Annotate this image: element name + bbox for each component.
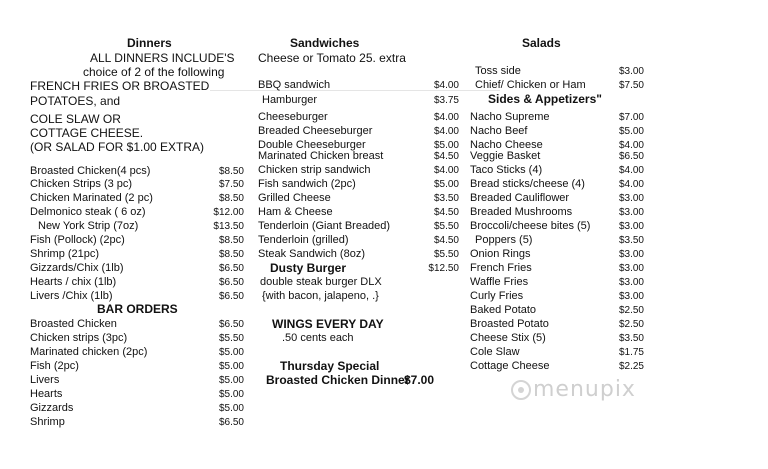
menu-item-price: $5.00	[433, 140, 459, 151]
menu-item-price: $3.00	[618, 277, 644, 288]
menupix-logo-icon	[510, 379, 532, 401]
menu-item-price: $3.00	[618, 193, 644, 204]
menu-item-price: $3.50	[433, 193, 459, 204]
menu-item-name: Tenderloin (Giant Breaded)	[258, 220, 391, 232]
menu-item-name: Cheese Stix (5)	[470, 332, 546, 344]
menu-item-name: Shrimp (21pc)	[30, 248, 100, 260]
menupix-watermark: menupix	[533, 377, 636, 402]
menu-item-price: $5.00	[618, 126, 644, 137]
menu-item-name: Hamburger	[262, 94, 318, 106]
menu-item-price: $8.50	[218, 193, 244, 204]
menu-item-name: Chicken strip sandwich	[258, 164, 371, 176]
menu-item-name: Cottage Cheese	[470, 360, 550, 372]
menu-item-price: $6.50	[218, 263, 244, 274]
menu-item-name: Cole Slaw	[470, 346, 520, 358]
menu-item-name: Poppers (5)	[475, 234, 533, 246]
menu-item-price: $3.00	[618, 263, 644, 274]
menu-item-name: Grilled Cheese	[258, 192, 331, 204]
menu-item-price: $3.00	[618, 221, 644, 232]
menu-item-name: Baked Potato	[470, 304, 537, 316]
menu-item-price: $3.00	[618, 249, 644, 260]
menu-item-name: Delmonico steak ( 6 oz)	[30, 206, 146, 218]
menu-item-name: Fish (Pollock) (2pc)	[30, 234, 125, 246]
dinners-intro-line: (OR SALAD FOR $1.00 EXTRA)	[30, 140, 205, 154]
dinners-intro-line: choice of 2 of the following	[83, 65, 225, 79]
menu-item-price: $4.00	[433, 126, 459, 137]
menu-item-price: $6.50	[218, 319, 244, 330]
menu-item-price: $5.00	[218, 389, 244, 400]
menu-item-name: Chicken strips (3pc)	[30, 332, 128, 344]
sandwiches-title: Sandwiches	[290, 36, 360, 50]
menu-item-name: Fish sandwich (2pc)	[258, 178, 356, 190]
menu-item-name: Broasted Potato	[470, 318, 549, 330]
menu-item-name: Veggie Basket	[470, 150, 541, 162]
menu-item-name: Livers /Chix (1lb)	[30, 290, 113, 302]
menu-item-price: $5.50	[433, 221, 459, 232]
menu-item-name: Shrimp	[30, 416, 65, 428]
menu-item-price: $4.00	[433, 80, 459, 91]
menu-item-price: $6.50	[218, 277, 244, 288]
menu-item-price: $7.50	[218, 179, 244, 190]
dusty-burger-title: Dusty Burger	[270, 261, 347, 275]
menu-item-name: Broasted Chicken(4 pcs)	[30, 165, 151, 177]
menu-item-price: $5.00	[218, 403, 244, 414]
menu-item-name: Cheeseburger	[258, 111, 328, 123]
menu-item-name: Onion Rings	[470, 248, 531, 260]
menu-item-price: $3.00	[618, 291, 644, 302]
menu-item-price: $5.00	[218, 361, 244, 372]
menu-item-price: $2.50	[618, 319, 644, 330]
bar-orders-title: BAR ORDERS	[97, 302, 178, 316]
menu-item-name: Broasted Chicken	[30, 318, 117, 330]
menu-item-price: $3.75	[433, 95, 459, 106]
menu-item-price: $6.50	[218, 417, 244, 428]
menu-item-name: Hearts	[30, 388, 63, 400]
dinners-intro-line: FRENCH FRIES OR BROASTED	[30, 79, 210, 93]
menu-item-name: BBQ sandwich	[258, 79, 331, 91]
menu-item-price: $4.00	[618, 179, 644, 190]
menu-item-name: Steak Sandwich (8oz)	[258, 248, 365, 260]
menu-item-name: Waffle Fries	[470, 276, 529, 288]
menu-item-name: Fish (2pc)	[30, 360, 79, 372]
menu-item-price: $6.50	[218, 291, 244, 302]
dusty-burger-desc: {with bacon, jalapeno, .}	[262, 290, 379, 302]
dinners-intro-line: COLE SLAW OR	[30, 112, 121, 126]
menu-item-name: Gizzards	[30, 402, 74, 414]
dinners-title: Dinners	[127, 36, 172, 50]
menu-item-name: Double Cheeseburger	[258, 139, 366, 151]
menu-item-name: Breaded Cheeseburger	[258, 125, 373, 137]
thursday-special-title: Thursday Special	[280, 359, 380, 373]
thursday-special-price: $7.00	[404, 373, 435, 387]
menu-item-name: Curly Fries	[470, 290, 524, 302]
menu-item-price: $6.50	[618, 151, 644, 162]
menu-item-price: $4.50	[433, 235, 459, 246]
menu-item-name: Nacho Beef	[470, 125, 528, 137]
menu-item-price: $8.50	[218, 249, 244, 260]
wings-title: WINGS EVERY DAY	[272, 317, 384, 331]
menu-item-price: $4.00	[433, 165, 459, 176]
menu-item-name: Nacho Cheese	[470, 139, 543, 151]
menu-item-price: $3.00	[618, 207, 644, 218]
menu-item-price: $3.50	[618, 333, 644, 344]
menu-item-name: Breaded Mushrooms	[470, 206, 573, 218]
wings-detail: .50 cents each	[282, 332, 354, 344]
dusty-burger-desc: double steak burger DLX	[260, 276, 382, 288]
menu-item-name: Taco Sticks (4)	[470, 164, 543, 176]
salads-title: Salads	[522, 36, 561, 50]
dinners-intro-line: ALL DINNERS INCLUDE'S	[90, 51, 235, 65]
menu-item-price: $1.75	[618, 347, 644, 358]
menu-item-name: Livers	[30, 374, 60, 386]
menu-item-price: $8.50	[218, 166, 244, 177]
menu-item-name: Bread sticks/cheese (4)	[470, 178, 585, 190]
menu-item-name: Nacho Supreme	[470, 111, 550, 123]
menu-item-price: $4.50	[433, 207, 459, 218]
menu-item-name: Marinated chicken (2pc)	[30, 346, 148, 358]
menu-item-price: $3.50	[618, 235, 644, 246]
thursday-special-item: Broasted Chicken Dinner	[266, 373, 410, 387]
menu-item-name: Gizzards/Chix (1lb)	[30, 262, 124, 274]
menu-item-price: $5.00	[218, 375, 244, 386]
menu-item-price: $5.50	[218, 333, 244, 344]
menu-item-price: $2.25	[618, 361, 644, 372]
menu-item-name: New York Strip (7oz)	[38, 220, 139, 232]
menu-item-price: $5.00	[218, 347, 244, 358]
menu-item-name: Broccoli/cheese bites (5)	[470, 220, 591, 232]
menu-item-price: $4.00	[618, 140, 644, 151]
menu-item-price: $4.00	[433, 112, 459, 123]
menu-item-price: $12.00	[213, 207, 244, 218]
menu-item-price: $2.50	[618, 305, 644, 316]
sandwiches-subtitle: Cheese or Tomato 25. extra	[258, 51, 406, 65]
menu-item-price: $5.00	[433, 179, 459, 190]
menu-item-price: $3.00	[618, 66, 644, 77]
menu-item-name: Ham & Cheese	[258, 206, 333, 218]
menu-item-price: $13.50	[213, 221, 244, 232]
menu-item-name: Chicken Marinated (2 pc)	[30, 192, 153, 204]
sides-title: Sides & Appetizers"	[488, 92, 602, 106]
menu-item-name: Chicken Strips (3 pc)	[30, 178, 133, 190]
dusty-burger-price: $12.50	[428, 263, 459, 274]
menu-item-price: $8.50	[218, 235, 244, 246]
menu-item-name: Breaded Cauliflower	[470, 192, 570, 204]
menu-item-price: $7.50	[618, 80, 644, 91]
dinners-intro-line: POTATOES, and	[30, 94, 121, 108]
menu-item-name: French Fries	[470, 262, 532, 274]
menu-item-price: $5.50	[433, 249, 459, 260]
menu-item-name: Toss side	[475, 65, 521, 77]
dinners-intro-line: COTTAGE CHEESE.	[30, 126, 144, 140]
menu-item-name: Tenderloin (grilled)	[258, 234, 349, 246]
menu-item-name: Chief/ Chicken or Ham	[475, 79, 586, 91]
menu-item-name: Hearts / chix (1lb)	[30, 276, 117, 288]
menu-item-price: $7.00	[618, 112, 644, 123]
menu-item-price: $4.00	[618, 165, 644, 176]
menu-item-name: Marinated Chicken breast	[258, 150, 384, 162]
menu-item-price: $4.50	[433, 151, 459, 162]
